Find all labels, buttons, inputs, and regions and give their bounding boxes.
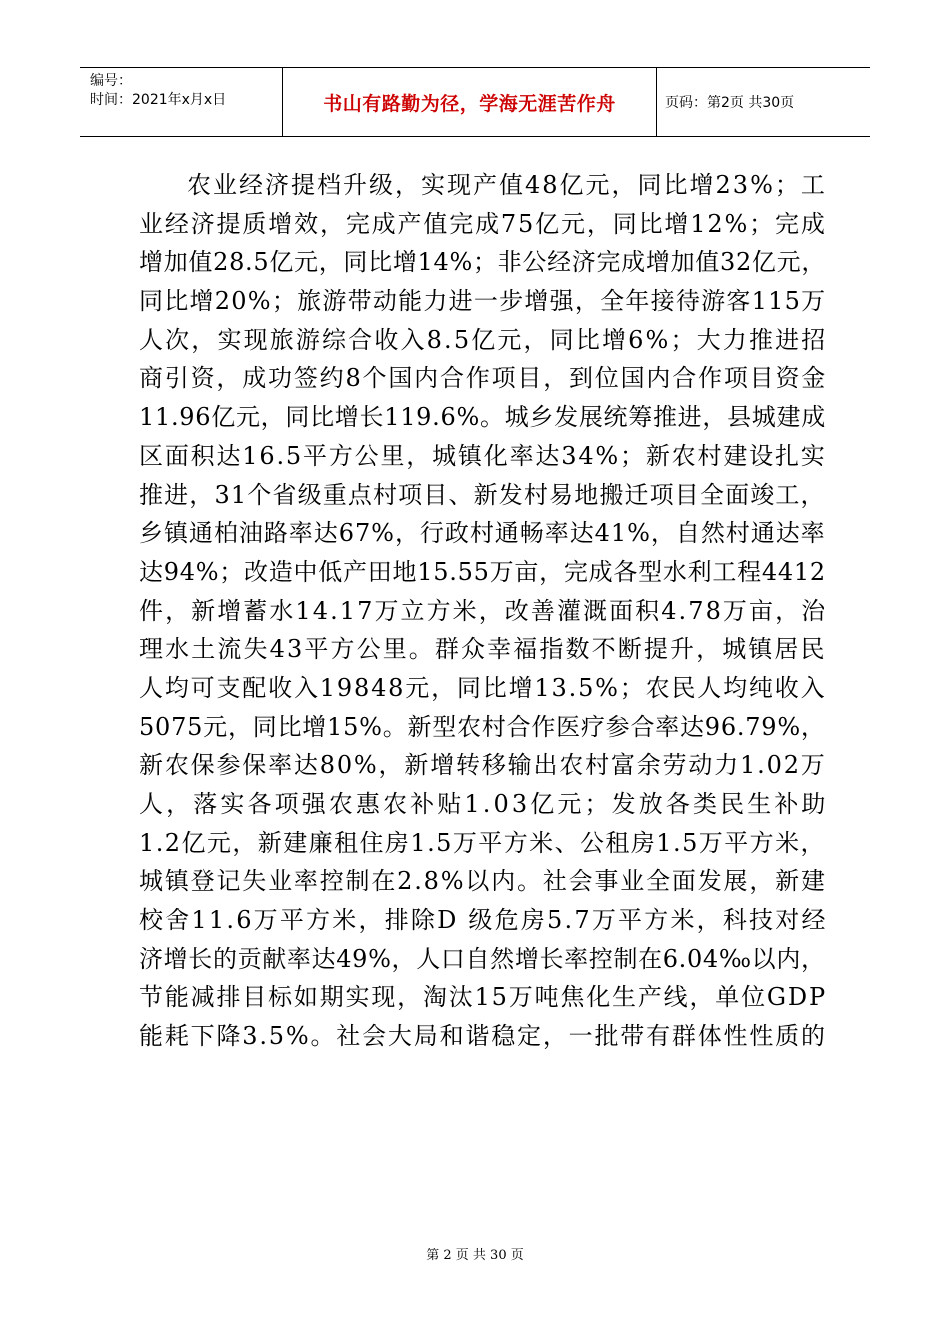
text-line: 人次，实现旅游综合收入8.5亿元，同比增6%；大力推进招	[139, 325, 828, 354]
text-line: 新农保参保率达80%，新增转移输出农村富余劳动力1.02万	[139, 751, 827, 780]
text-line: 11.96亿元，同比增长119.6%。城乡发展统筹推进，县城建成	[139, 403, 826, 432]
header-meta-cell	[80, 68, 283, 136]
text-line: 人，落实各项强农惠农补贴1.03亿元；发放各类民生补助	[139, 790, 829, 818]
text-line: 增加值28.5亿元，同比增14%；非公经济完成增加值32亿元，	[139, 248, 827, 277]
text-line: 5075元，同比增15%。新型农村合作医疗参合率达96.79%，	[139, 712, 826, 741]
text-line: 节能减排目标如期实现，淘汰15万吨焦化生产线，单位GDP	[139, 983, 827, 1012]
document-number: 编号：	[90, 73, 132, 89]
page-header	[80, 67, 870, 137]
text-line: 业经济提质增效，完成产值完成75亿元，同比增12%；完成	[139, 209, 827, 238]
text-line: 区面积达16.5平方公里，城镇化率达34%；新农村建设扎实	[139, 441, 827, 470]
text-line: 校舍11.6万平方米，排除D 级危房5.7万平方米，科技对经	[139, 906, 828, 935]
text-line: 人均可支配收入19848元，同比增13.5%；农民人均纯收入	[139, 673, 827, 702]
text-line: 农业经济提档升级，实现产值48亿元，同比增23%；工	[187, 171, 827, 199]
page-footer: 第 2 页 共 30 页	[426, 1248, 524, 1263]
text-line: 达94%；改造中低产田地15.55万亩，完成各型水利工程4412	[139, 557, 826, 586]
text-line: 乡镇通柏油路率达67%，行政村通畅率达41%，自然村通达率	[139, 519, 826, 548]
text-line: 城镇登记失业率控制在2.8%以内。社会事业全面发展，新建	[139, 867, 827, 896]
text-line: 济增长的贡献率达49%，人口自然增长率控制在6.04‰以内，	[139, 944, 826, 973]
text-line: 同比增20%；旅游带动能力进一步增强，全年接待游客115万	[139, 287, 827, 316]
text-line: 1.2亿元，新建廉租住房1.5万平方米、公租房1.5万平方米，	[139, 828, 826, 857]
header-page-info: 页码：第2页 共30页	[665, 95, 795, 111]
document-time: 时间：2021年x月x日	[90, 92, 227, 108]
text-line: 件，新增蓄水14.17万立方米，改善灌溉面积4.78万亩，治	[139, 596, 828, 625]
text-line: 理水土流失43平方公里。群众幸福指数不断提升，城镇居民	[139, 635, 827, 664]
text-line: 能耗下降3.5%。社会大局和谐稳定，一批带有群体性性质的	[139, 1022, 827, 1051]
text-line: 商引资，成功签约8个国内合作项目，到位国内合作项目资金	[139, 364, 828, 393]
header-motto: 书山有路勤为径，学海无涯苦作舟	[283, 68, 657, 136]
body-paragraph	[139, 166, 829, 1056]
text-line: 推进，31个省级重点村项目、新发村易地搬迁项目全面竣工，	[139, 480, 826, 509]
